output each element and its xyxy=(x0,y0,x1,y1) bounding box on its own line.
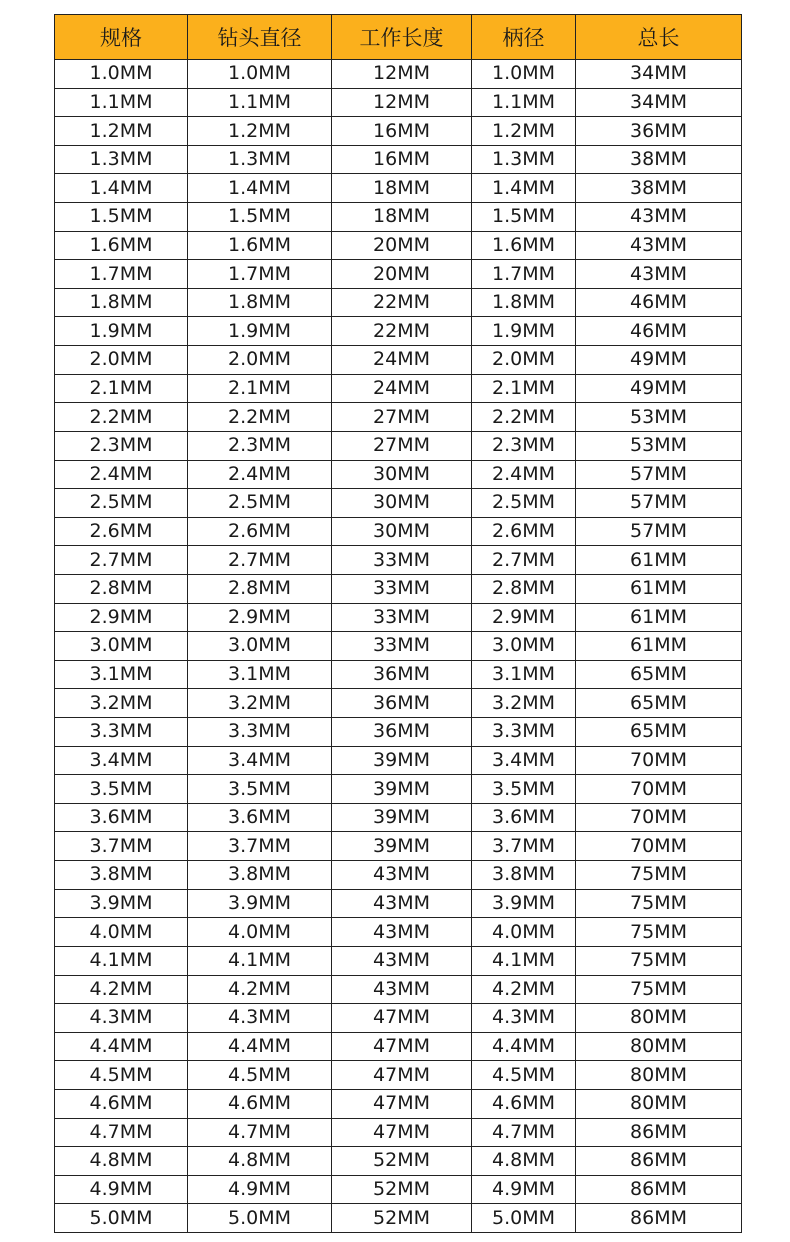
table-cell-total-length: 86MM xyxy=(576,1118,742,1147)
table-cell-total-length: 65MM xyxy=(576,689,742,718)
table-cell-working-length: 27MM xyxy=(332,431,472,460)
table-cell-working-length: 12MM xyxy=(332,88,472,117)
table-cell-shank-diameter: 1.8MM xyxy=(472,288,576,317)
table-cell-spec: 3.7MM xyxy=(55,832,188,861)
table-cell-total-length: 46MM xyxy=(576,317,742,346)
table-cell-spec: 4.9MM xyxy=(55,1175,188,1204)
table-cell-working-length: 39MM xyxy=(332,746,472,775)
table-cell-total-length: 61MM xyxy=(576,546,742,575)
table-cell-bit-diameter: 4.6MM xyxy=(188,1089,332,1118)
table-cell-working-length: 36MM xyxy=(332,689,472,718)
table-cell-bit-diameter: 2.4MM xyxy=(188,460,332,489)
table-cell-total-length: 70MM xyxy=(576,803,742,832)
table-row xyxy=(55,832,742,861)
table-cell-working-length: 16MM xyxy=(332,117,472,146)
table-cell-total-length: 75MM xyxy=(576,889,742,918)
table-cell-shank-diameter: 4.0MM xyxy=(472,918,576,947)
table-cell-spec: 3.0MM xyxy=(55,632,188,661)
table-cell-bit-diameter: 3.6MM xyxy=(188,803,332,832)
table-row xyxy=(55,1032,742,1061)
table-cell-working-length: 24MM xyxy=(332,346,472,375)
header-cell-total-length: 总长 xyxy=(576,15,742,60)
table-row xyxy=(55,374,742,403)
table-cell-spec: 2.1MM xyxy=(55,374,188,403)
table-row xyxy=(55,546,742,575)
table-cell-working-length: 47MM xyxy=(332,1004,472,1033)
table-cell-spec: 1.2MM xyxy=(55,117,188,146)
table-cell-total-length: 49MM xyxy=(576,346,742,375)
table-cell-working-length: 36MM xyxy=(332,660,472,689)
table-cell-shank-diameter: 2.7MM xyxy=(472,546,576,575)
table-cell-bit-diameter: 1.8MM xyxy=(188,288,332,317)
table-cell-working-length: 33MM xyxy=(332,603,472,632)
table-cell-shank-diameter: 1.4MM xyxy=(472,174,576,203)
table-row xyxy=(55,1004,742,1033)
table-cell-bit-diameter: 1.9MM xyxy=(188,317,332,346)
table-cell-spec: 1.9MM xyxy=(55,317,188,346)
table-cell-shank-diameter: 3.3MM xyxy=(472,718,576,747)
table-row xyxy=(55,603,742,632)
table-row xyxy=(55,861,742,890)
table-cell-working-length: 20MM xyxy=(332,231,472,260)
table-row xyxy=(55,775,742,804)
table-cell-bit-diameter: 2.9MM xyxy=(188,603,332,632)
table-cell-working-length: 16MM xyxy=(332,145,472,174)
table-cell-spec: 3.5MM xyxy=(55,775,188,804)
table-cell-total-length: 70MM xyxy=(576,832,742,861)
table-cell-shank-diameter: 4.9MM xyxy=(472,1175,576,1204)
table-cell-working-length: 33MM xyxy=(332,574,472,603)
table-header xyxy=(55,15,742,60)
table-cell-spec: 4.1MM xyxy=(55,946,188,975)
table-cell-spec: 1.4MM xyxy=(55,174,188,203)
table-row xyxy=(55,660,742,689)
table-cell-shank-diameter: 3.9MM xyxy=(472,889,576,918)
table-cell-working-length: 43MM xyxy=(332,946,472,975)
table-cell-spec: 3.3MM xyxy=(55,718,188,747)
table-cell-total-length: 75MM xyxy=(576,861,742,890)
table-row xyxy=(55,574,742,603)
table-cell-total-length: 80MM xyxy=(576,1089,742,1118)
table-cell-working-length: 47MM xyxy=(332,1061,472,1090)
table-cell-bit-diameter: 2.5MM xyxy=(188,489,332,518)
table-cell-total-length: 57MM xyxy=(576,460,742,489)
table-cell-bit-diameter: 3.9MM xyxy=(188,889,332,918)
table-cell-spec: 3.8MM xyxy=(55,861,188,890)
table-cell-bit-diameter: 1.3MM xyxy=(188,145,332,174)
table-row xyxy=(55,60,742,89)
table-cell-bit-diameter: 1.2MM xyxy=(188,117,332,146)
table-cell-spec: 2.2MM xyxy=(55,403,188,432)
table-cell-working-length: 43MM xyxy=(332,918,472,947)
table-cell-bit-diameter: 4.8MM xyxy=(188,1147,332,1176)
table-cell-bit-diameter: 5.0MM xyxy=(188,1204,332,1233)
table-row xyxy=(55,231,742,260)
table-cell-spec: 2.5MM xyxy=(55,489,188,518)
table-cell-spec: 1.1MM xyxy=(55,88,188,117)
table-cell-working-length: 47MM xyxy=(332,1032,472,1061)
table-cell-spec: 5.0MM xyxy=(55,1204,188,1233)
table-row xyxy=(55,975,742,1004)
table-cell-total-length: 61MM xyxy=(576,574,742,603)
table-cell-spec: 3.1MM xyxy=(55,660,188,689)
table-row xyxy=(55,489,742,518)
table-cell-working-length: 43MM xyxy=(332,861,472,890)
table-cell-total-length: 34MM xyxy=(576,88,742,117)
table-cell-shank-diameter: 1.2MM xyxy=(472,117,576,146)
table-row xyxy=(55,145,742,174)
table-cell-working-length: 30MM xyxy=(332,517,472,546)
table-row xyxy=(55,689,742,718)
table-cell-bit-diameter: 2.8MM xyxy=(188,574,332,603)
table-cell-total-length: 70MM xyxy=(576,746,742,775)
table-cell-working-length: 30MM xyxy=(332,460,472,489)
table-cell-bit-diameter: 2.6MM xyxy=(188,517,332,546)
table-cell-shank-diameter: 3.7MM xyxy=(472,832,576,861)
table-row xyxy=(55,517,742,546)
table-cell-shank-diameter: 3.4MM xyxy=(472,746,576,775)
table-cell-shank-diameter: 1.1MM xyxy=(472,88,576,117)
table-cell-bit-diameter: 4.5MM xyxy=(188,1061,332,1090)
table-cell-bit-diameter: 3.1MM xyxy=(188,660,332,689)
table-cell-spec: 4.6MM xyxy=(55,1089,188,1118)
table-cell-working-length: 12MM xyxy=(332,60,472,89)
table-cell-shank-diameter: 2.8MM xyxy=(472,574,576,603)
drill-spec-table xyxy=(54,14,742,1233)
table-cell-spec: 4.0MM xyxy=(55,918,188,947)
table-cell-working-length: 33MM xyxy=(332,546,472,575)
table-cell-working-length: 39MM xyxy=(332,803,472,832)
table-cell-shank-diameter: 2.3MM xyxy=(472,431,576,460)
table-cell-working-length: 43MM xyxy=(332,889,472,918)
table-cell-bit-diameter: 4.2MM xyxy=(188,975,332,1004)
table-cell-spec: 4.3MM xyxy=(55,1004,188,1033)
table-cell-bit-diameter: 4.4MM xyxy=(188,1032,332,1061)
table-cell-shank-diameter: 1.6MM xyxy=(472,231,576,260)
table-cell-shank-diameter: 4.2MM xyxy=(472,975,576,1004)
header-cell-spec: 规格 xyxy=(55,15,188,60)
table-cell-spec: 4.5MM xyxy=(55,1061,188,1090)
table-cell-total-length: 49MM xyxy=(576,374,742,403)
table-cell-shank-diameter: 2.1MM xyxy=(472,374,576,403)
header-cell-shank-diameter: 柄径 xyxy=(472,15,576,60)
table-cell-bit-diameter: 3.3MM xyxy=(188,718,332,747)
table-cell-total-length: 61MM xyxy=(576,603,742,632)
table-cell-working-length: 39MM xyxy=(332,832,472,861)
table-cell-total-length: 61MM xyxy=(576,632,742,661)
table-cell-spec: 1.7MM xyxy=(55,260,188,289)
table-cell-bit-diameter: 3.7MM xyxy=(188,832,332,861)
table-cell-bit-diameter: 4.9MM xyxy=(188,1175,332,1204)
table-cell-bit-diameter: 1.5MM xyxy=(188,203,332,232)
table-cell-total-length: 75MM xyxy=(576,975,742,1004)
table-cell-total-length: 43MM xyxy=(576,231,742,260)
table-cell-total-length: 36MM xyxy=(576,117,742,146)
table-cell-bit-diameter: 4.7MM xyxy=(188,1118,332,1147)
table-row xyxy=(55,174,742,203)
table-cell-shank-diameter: 4.8MM xyxy=(472,1147,576,1176)
header-row xyxy=(55,15,742,60)
table-cell-working-length: 52MM xyxy=(332,1204,472,1233)
table-cell-total-length: 70MM xyxy=(576,775,742,804)
table-cell-working-length: 27MM xyxy=(332,403,472,432)
table-cell-working-length: 43MM xyxy=(332,975,472,1004)
table-cell-working-length: 22MM xyxy=(332,317,472,346)
table-cell-spec: 2.0MM xyxy=(55,346,188,375)
table-cell-bit-diameter: 1.6MM xyxy=(188,231,332,260)
table-cell-total-length: 75MM xyxy=(576,946,742,975)
table-cell-total-length: 57MM xyxy=(576,517,742,546)
table-cell-bit-diameter: 2.3MM xyxy=(188,431,332,460)
table-cell-bit-diameter: 4.3MM xyxy=(188,1004,332,1033)
table-cell-spec: 1.8MM xyxy=(55,288,188,317)
table-row xyxy=(55,1204,742,1233)
table-cell-total-length: 57MM xyxy=(576,489,742,518)
table-cell-bit-diameter: 2.0MM xyxy=(188,346,332,375)
table-cell-working-length: 22MM xyxy=(332,288,472,317)
table-cell-working-length: 20MM xyxy=(332,260,472,289)
table-cell-spec: 2.9MM xyxy=(55,603,188,632)
header-cell-bit-diameter: 钻头直径 xyxy=(188,15,332,60)
table-cell-total-length: 46MM xyxy=(576,288,742,317)
table-cell-spec: 3.9MM xyxy=(55,889,188,918)
table-cell-working-length: 52MM xyxy=(332,1147,472,1176)
table-cell-total-length: 80MM xyxy=(576,1061,742,1090)
table-cell-spec: 3.6MM xyxy=(55,803,188,832)
table-cell-shank-diameter: 3.8MM xyxy=(472,861,576,890)
table-cell-shank-diameter: 4.1MM xyxy=(472,946,576,975)
table-cell-total-length: 65MM xyxy=(576,718,742,747)
table-row xyxy=(55,346,742,375)
table-cell-shank-diameter: 1.7MM xyxy=(472,260,576,289)
table-cell-total-length: 65MM xyxy=(576,660,742,689)
table-cell-spec: 1.6MM xyxy=(55,231,188,260)
table-cell-shank-diameter: 4.6MM xyxy=(472,1089,576,1118)
table-row xyxy=(55,918,742,947)
table-cell-total-length: 43MM xyxy=(576,260,742,289)
table-cell-spec: 4.8MM xyxy=(55,1147,188,1176)
table-cell-shank-diameter: 1.3MM xyxy=(472,145,576,174)
table-cell-total-length: 86MM xyxy=(576,1147,742,1176)
table-row xyxy=(55,117,742,146)
table-cell-spec: 4.2MM xyxy=(55,975,188,1004)
table-row xyxy=(55,403,742,432)
table-row xyxy=(55,718,742,747)
table-cell-shank-diameter: 2.5MM xyxy=(472,489,576,518)
table-cell-bit-diameter: 4.1MM xyxy=(188,946,332,975)
table-row xyxy=(55,632,742,661)
table-cell-spec: 3.4MM xyxy=(55,746,188,775)
table-cell-bit-diameter: 2.2MM xyxy=(188,403,332,432)
table-cell-bit-diameter: 1.4MM xyxy=(188,174,332,203)
table-row xyxy=(55,746,742,775)
table-cell-bit-diameter: 3.8MM xyxy=(188,861,332,890)
table-cell-spec: 2.4MM xyxy=(55,460,188,489)
table-cell-working-length: 18MM xyxy=(332,174,472,203)
table-cell-bit-diameter: 4.0MM xyxy=(188,918,332,947)
table-cell-total-length: 34MM xyxy=(576,60,742,89)
table-row xyxy=(55,1061,742,1090)
table-cell-working-length: 47MM xyxy=(332,1089,472,1118)
table-cell-shank-diameter: 1.0MM xyxy=(472,60,576,89)
table-row xyxy=(55,288,742,317)
table-cell-working-length: 39MM xyxy=(332,775,472,804)
table-cell-bit-diameter: 3.4MM xyxy=(188,746,332,775)
table-cell-shank-diameter: 4.4MM xyxy=(472,1032,576,1061)
table-row xyxy=(55,1089,742,1118)
table-cell-bit-diameter: 3.0MM xyxy=(188,632,332,661)
table-cell-shank-diameter: 2.0MM xyxy=(472,346,576,375)
table-cell-spec: 1.5MM xyxy=(55,203,188,232)
table-cell-total-length: 86MM xyxy=(576,1204,742,1233)
table-cell-total-length: 53MM xyxy=(576,403,742,432)
table-cell-shank-diameter: 3.6MM xyxy=(472,803,576,832)
table-cell-bit-diameter: 1.1MM xyxy=(188,88,332,117)
table-cell-spec: 4.4MM xyxy=(55,1032,188,1061)
table-cell-working-length: 36MM xyxy=(332,718,472,747)
table-cell-working-length: 52MM xyxy=(332,1175,472,1204)
header-cell-working-length: 工作长度 xyxy=(332,15,472,60)
table-cell-spec: 1.3MM xyxy=(55,145,188,174)
table-cell-total-length: 80MM xyxy=(576,1004,742,1033)
table-row xyxy=(55,1118,742,1147)
table-cell-shank-diameter: 3.1MM xyxy=(472,660,576,689)
table-cell-spec: 4.7MM xyxy=(55,1118,188,1147)
table-cell-spec: 2.6MM xyxy=(55,517,188,546)
table-row xyxy=(55,88,742,117)
table-body xyxy=(55,60,742,1233)
table-cell-working-length: 47MM xyxy=(332,1118,472,1147)
table-row xyxy=(55,946,742,975)
table-cell-shank-diameter: 3.0MM xyxy=(472,632,576,661)
table-row xyxy=(55,1147,742,1176)
table-cell-bit-diameter: 1.7MM xyxy=(188,260,332,289)
table-cell-spec: 2.3MM xyxy=(55,431,188,460)
table-cell-shank-diameter: 1.5MM xyxy=(472,203,576,232)
table-cell-total-length: 86MM xyxy=(576,1175,742,1204)
table-cell-total-length: 38MM xyxy=(576,145,742,174)
table-cell-shank-diameter: 3.5MM xyxy=(472,775,576,804)
table-cell-working-length: 33MM xyxy=(332,632,472,661)
table-cell-bit-diameter: 1.0MM xyxy=(188,60,332,89)
table-row xyxy=(55,317,742,346)
table-cell-shank-diameter: 2.4MM xyxy=(472,460,576,489)
table-cell-shank-diameter: 4.7MM xyxy=(472,1118,576,1147)
table-cell-shank-diameter: 1.9MM xyxy=(472,317,576,346)
table-row xyxy=(55,803,742,832)
table-cell-shank-diameter: 2.2MM xyxy=(472,403,576,432)
table-cell-bit-diameter: 2.7MM xyxy=(188,546,332,575)
table-cell-shank-diameter: 5.0MM xyxy=(472,1204,576,1233)
table-row xyxy=(55,431,742,460)
table-cell-bit-diameter: 3.2MM xyxy=(188,689,332,718)
table-cell-shank-diameter: 4.5MM xyxy=(472,1061,576,1090)
table-cell-total-length: 38MM xyxy=(576,174,742,203)
table-cell-total-length: 53MM xyxy=(576,431,742,460)
table-cell-shank-diameter: 2.6MM xyxy=(472,517,576,546)
table-cell-total-length: 75MM xyxy=(576,918,742,947)
table-row xyxy=(55,203,742,232)
table-cell-shank-diameter: 2.9MM xyxy=(472,603,576,632)
table-row xyxy=(55,1175,742,1204)
table-cell-spec: 2.8MM xyxy=(55,574,188,603)
table-cell-spec: 1.0MM xyxy=(55,60,188,89)
table-cell-working-length: 30MM xyxy=(332,489,472,518)
table-row xyxy=(55,460,742,489)
table-cell-shank-diameter: 4.3MM xyxy=(472,1004,576,1033)
table-cell-total-length: 80MM xyxy=(576,1032,742,1061)
table-row xyxy=(55,889,742,918)
table-cell-working-length: 24MM xyxy=(332,374,472,403)
table-cell-working-length: 18MM xyxy=(332,203,472,232)
table-row xyxy=(55,260,742,289)
table-cell-total-length: 43MM xyxy=(576,203,742,232)
table-cell-bit-diameter: 3.5MM xyxy=(188,775,332,804)
table-cell-shank-diameter: 3.2MM xyxy=(472,689,576,718)
table-cell-bit-diameter: 2.1MM xyxy=(188,374,332,403)
table-cell-spec: 2.7MM xyxy=(55,546,188,575)
table-cell-spec: 3.2MM xyxy=(55,689,188,718)
